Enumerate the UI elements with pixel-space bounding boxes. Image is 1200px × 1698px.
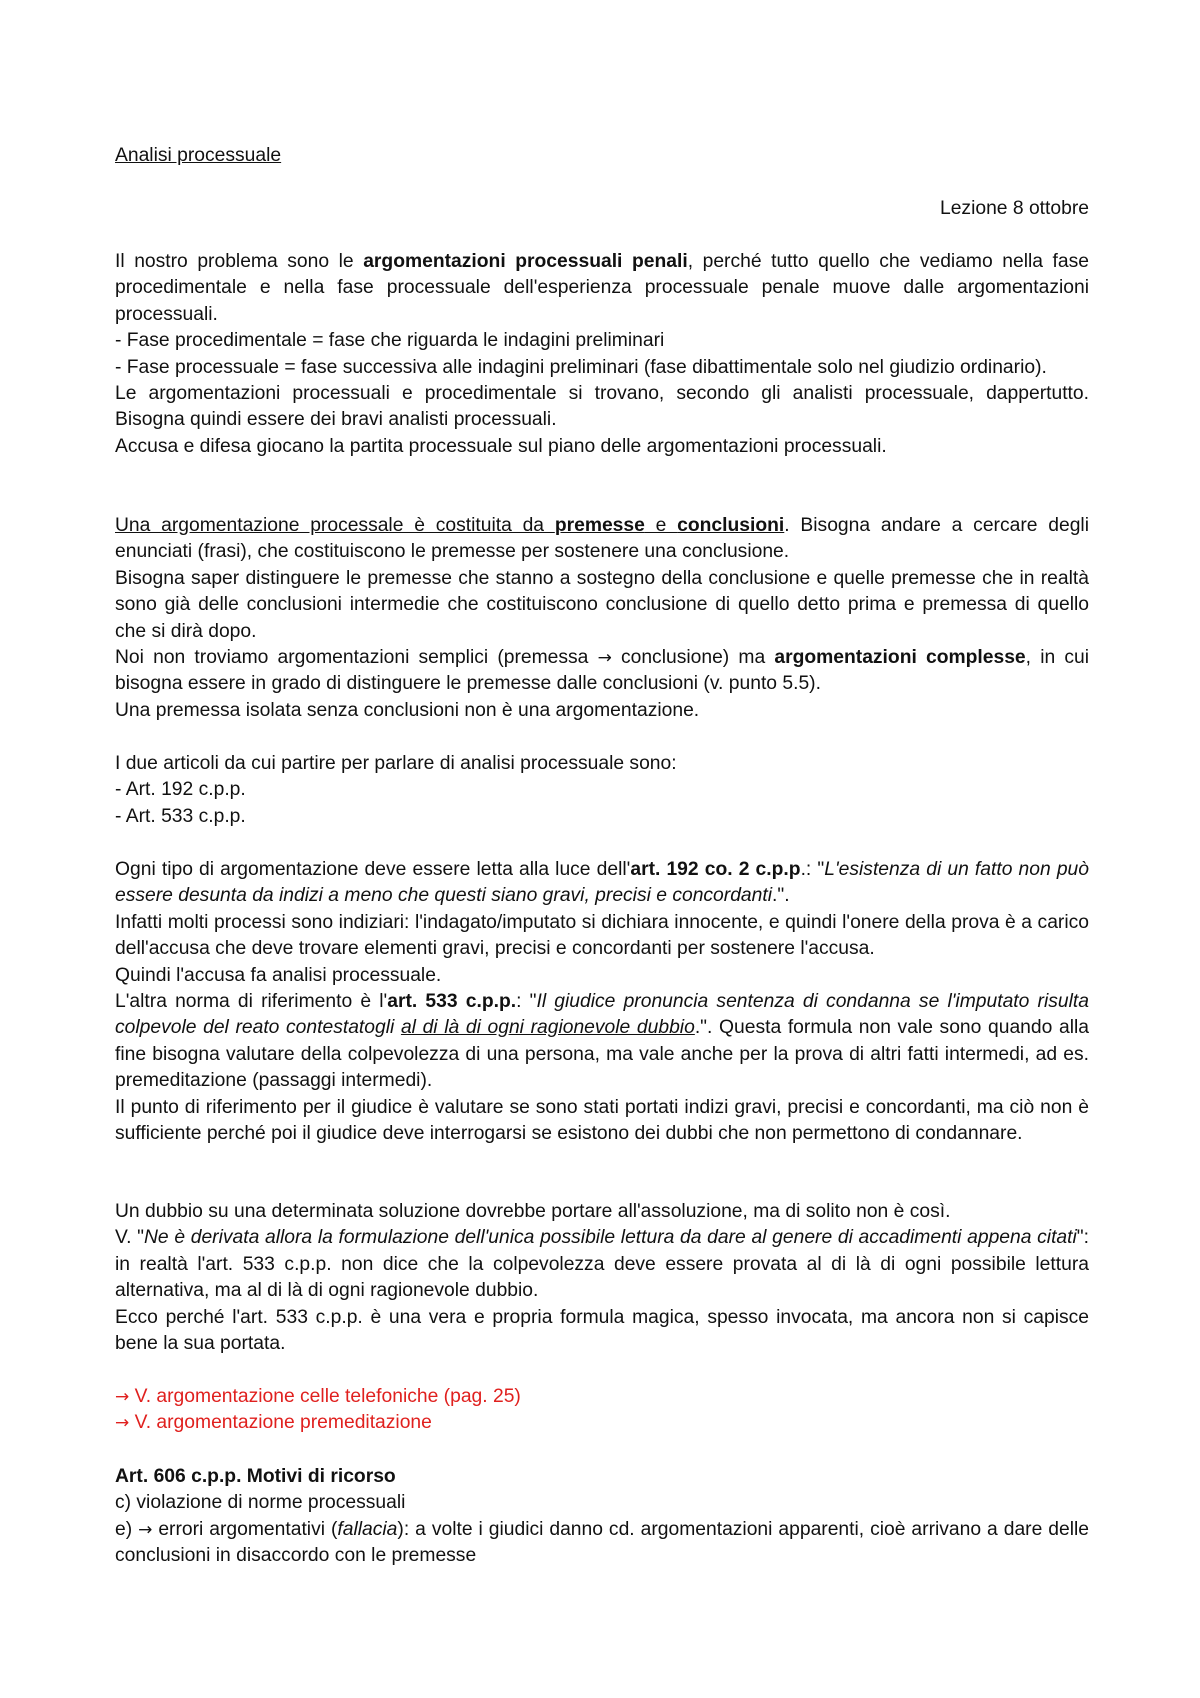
paragraph: I due articoli da cui partire per parlare di analisi processuale sono: xyxy=(115,753,677,774)
section-references xyxy=(115,1384,1089,1437)
lesson-date: Lezione 8 ottobre xyxy=(939,198,1089,219)
paragraph: Noi non troviamo argomentazioni semplici (premessa → conclusione) ma argomentazioni complesse, in cui bisogna essere in grado di distinguere le premesse dalle conclusioni (v. punto 5.5). xyxy=(115,647,1090,695)
list-item: - Fase procedimentale = fase che riguarda le indagini preliminari xyxy=(115,330,665,352)
italic-term: fallacia xyxy=(337,1518,398,1540)
paragraph: Una argomentazione processale è costituita da premesse e conclusioni. Bisogna andare a cercare degli enunciati (frasi), che costituiscono le premesse per sostenere una conclusione. xyxy=(115,515,1089,563)
section-art-606 xyxy=(115,1464,1089,1570)
reference-link: → V. argomentazione premeditazione xyxy=(115,1412,432,1434)
list-item: e) → errori argomentativi (fallacia): a volte i giudici danno cd. argomentazioni apparenti, cioè arrivano a dare delle conclusioni in disaccordo con le premesse xyxy=(115,1518,1090,1567)
paragraph: Un dubbio su una determinata soluzione dovrebbe portare all'assoluzione, ma di solito non è così. xyxy=(115,1201,951,1222)
paragraph: Ecco perché l'art. 533 c.p.p. è una vera e propria formula magica, spesso invocata, ma ancora non si capisce bene la sua portata. xyxy=(115,1306,1089,1355)
bold-term: argomentazioni complesse xyxy=(774,647,1026,669)
arrow-right-icon: → xyxy=(138,1519,153,1540)
quote: L'esistenza di un fatto non può essere desunta da indizi a meno che questi siano gravi, precisi e concordanti xyxy=(115,859,1089,907)
list-item: - Fase processuale = fase successiva alle indagini preliminari (fase dibattimentale solo nel giudizio ordinario). xyxy=(115,356,1047,378)
paragraph: L'altra norma di riferimento è l'art. 533 c.p.p.: "Il giudice pronuncia sentenza di condanna se l'imputato risulta colpevole del reato contestatogli al di là di ogni ragionevole dubbio.". Questa formula non vale sono quando alla fine bisogna valutare della colpevolezza di una persona, ma vale anche per la prova di altri fatti intermedi, ad es. premeditazione (passaggi intermedi). xyxy=(115,991,1089,1092)
quote: Ne è derivata allora la formulazione dell'unica possibile lettura da dare al genere di accadimenti appena citati xyxy=(143,1227,1077,1249)
paragraph: Accusa e difesa giocano la partita processuale sul piano delle argomentazioni processuali. xyxy=(115,435,887,457)
section-argomentazioni xyxy=(115,249,1089,460)
paragraph: Il punto di riferimento per il giudice è valutare se sono stati portati indizi gravi, precisi e concordanti, ma ciò non è sufficiente perché poi il giudice deve interrogarsi se esistono dei dubbi che non permettono di condannare. xyxy=(115,1096,1089,1145)
section-art-192-533 xyxy=(115,857,1089,1147)
section-articoli xyxy=(115,751,1089,830)
arrow-right-icon: → xyxy=(115,1413,130,1434)
arrow-right-icon: → xyxy=(597,648,612,669)
bold-term: conclusioni xyxy=(677,515,785,536)
section-premesse-conclusioni xyxy=(115,513,1089,724)
list-item: - Art. 533 c.p.p. xyxy=(115,805,246,827)
paragraph: Le argomentazioni processuali e procedimentale si trovano, secondo gli analisti processuale, dappertutto. Bisogna quindi essere dei bravi analisti processuali. xyxy=(115,383,1089,431)
section-heading: Art. 606 c.p.p. Motivi di ricorso xyxy=(115,1466,396,1487)
paragraph: Ogni tipo di argomentazione deve essere letta alla luce dell'art. 192 co. 2 c.p.p.: "L'esistenza di un fatto non può essere desunta da indizi a meno che questi siano gravi, precisi e concordanti.". xyxy=(115,859,1089,907)
bold-term: premesse xyxy=(554,515,645,536)
document-title: Analisi processuale xyxy=(115,145,282,166)
bold-term: art. 192 co. 2 c.p.p xyxy=(630,859,801,880)
paragraph: V. "Ne è derivata allora la formulazione dell'unica possibile lettura da dare al genere di accadimenti appena citati": in realtà l'art. 533 c.p.p. non dice che la colpevolezza deve essere provata al di là di ogni possibile lettura alternativa, ma al di là di ogni ragionevole dubbio. xyxy=(115,1227,1089,1302)
paragraph: Bisogna saper distinguere le premesse che stanno a sostegno della conclusione e quelle premesse che in realtà sono già delle conclusioni intermedie che costituiscono conclusione di quello detto prima e premessa di quello che si dirà dopo. xyxy=(115,567,1089,642)
reference-link: → V. argomentazione celle telefoniche (pag. 25) xyxy=(115,1386,521,1407)
bold-term: art. 533 c.p.p. xyxy=(387,991,517,1013)
list-item: - Art. 192 c.p.p. xyxy=(115,779,246,801)
paragraph: Una premessa isolata senza conclusioni non è una argomentazione. xyxy=(115,699,700,721)
arrow-right-icon: → xyxy=(115,1387,130,1407)
bold-term: argomentazioni processuali penali xyxy=(363,251,688,272)
section-dubbio xyxy=(115,1199,1089,1357)
paragraph: Infatti molti processi sono indiziari: l'indagato/imputato si dichiara innocente, e quindi l'onere della prova è a carico dell'accusa che deve trovare elementi gravi, precisi e concordanti per sostenere l'accusa. xyxy=(115,911,1089,960)
paragraph: Quindi l'accusa fa analisi processuale. xyxy=(115,964,442,986)
quote-underlined: al di là di ogni ragionevole dubbio xyxy=(400,1017,695,1039)
quote: Il giudice pronuncia sentenza di condanna se l'imputato risulta colpevole del reato contestatogli xyxy=(115,991,1089,1039)
paragraph: Il nostro problema sono le argomentazioni processuali penali, perché tutto quello che vediamo nella fase procedimentale e nella fase processuale dell'esperienza processuale penale muove dalle argomentazioni processuali. xyxy=(115,251,1089,325)
list-item: c) violazione di norme processuali xyxy=(115,1492,406,1514)
